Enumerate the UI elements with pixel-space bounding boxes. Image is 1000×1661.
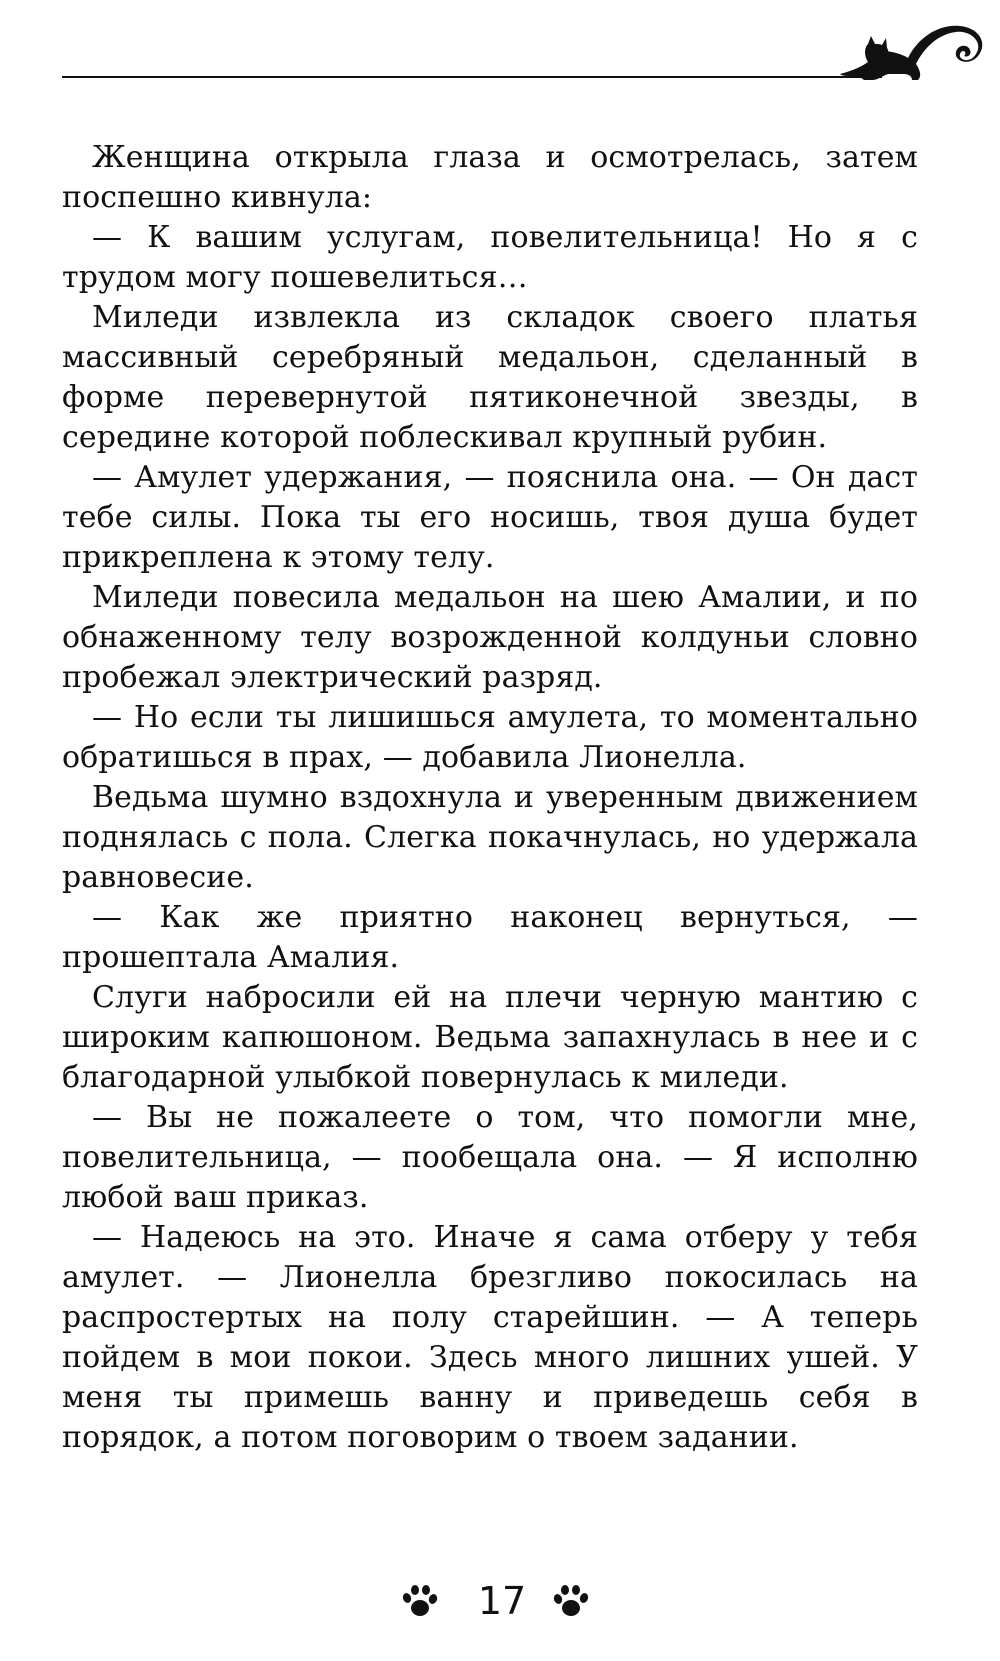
paragraph: — Надеюсь на это. Иначе я сама отберу у тебя амулет. — Лионелла брезгливо покосилась на распростертых на полу старейшин. — А теперь пойдем в мои покои. Здесь много лишних ушей. У меня ты примешь ванну и приведешь себя в порядок, а потом поговорим о твоем задании. [62,1220,918,1455]
paragraph: Миледи извлекла из складок своего платья массивный серебряный медальон, сделанный в форме перевернутой пятиконечной звезды, в середине которой поблескивал крупный рубин. [62,300,918,455]
paw-print-icon [400,1582,438,1620]
paragraph: — Вы не пожалеете о том, что помогли мне, повелительница, — пообещала она. — Я исполню любой ваш приказ. [62,1100,918,1215]
header-rule [62,76,882,78]
paragraph: Слуги набросили ей на плечи черную мантию с широким капюшоном. Ведьма запахнулась в нее и с благодарной улыбкой повернулась к миледи. [62,980,918,1095]
paragraph: — Амулет удержания, — пояснила она. — Он даст тебе силы. Пока ты его носишь, твоя душа будет прикреплена к этому телу. [62,460,918,575]
cat-silhouette-icon [838,18,988,86]
page-number: 17 [477,1579,527,1623]
paragraph: Женщина открыла глаза и осмотрелась, затем поспешно кивнула: [62,140,918,215]
paw-print-icon [552,1582,590,1620]
paragraph: — К вашим услугам, повелительница! Но я с трудом могу пошевелиться… [62,220,918,295]
paragraph: — Но если ты лишишься амулета, то моментально обратишься в прах, — добавила Лионелла. [62,700,918,775]
paragraph: Миледи повесила медальон на шею Амалии, и по обнаженному телу возрожденной колдуньи словно пробежал электрический разряд. [62,580,918,695]
page-footer [0,1578,1000,1628]
paragraph: Ведьма шумно вздохнула и уверенным движением поднялась с пола. Слегка покачнулась, но удержала равновесие. [62,780,918,895]
body-text [62,138,918,1458]
paragraph: — Как же приятно наконец вернуться, — прошептала Амалия. [62,900,918,975]
